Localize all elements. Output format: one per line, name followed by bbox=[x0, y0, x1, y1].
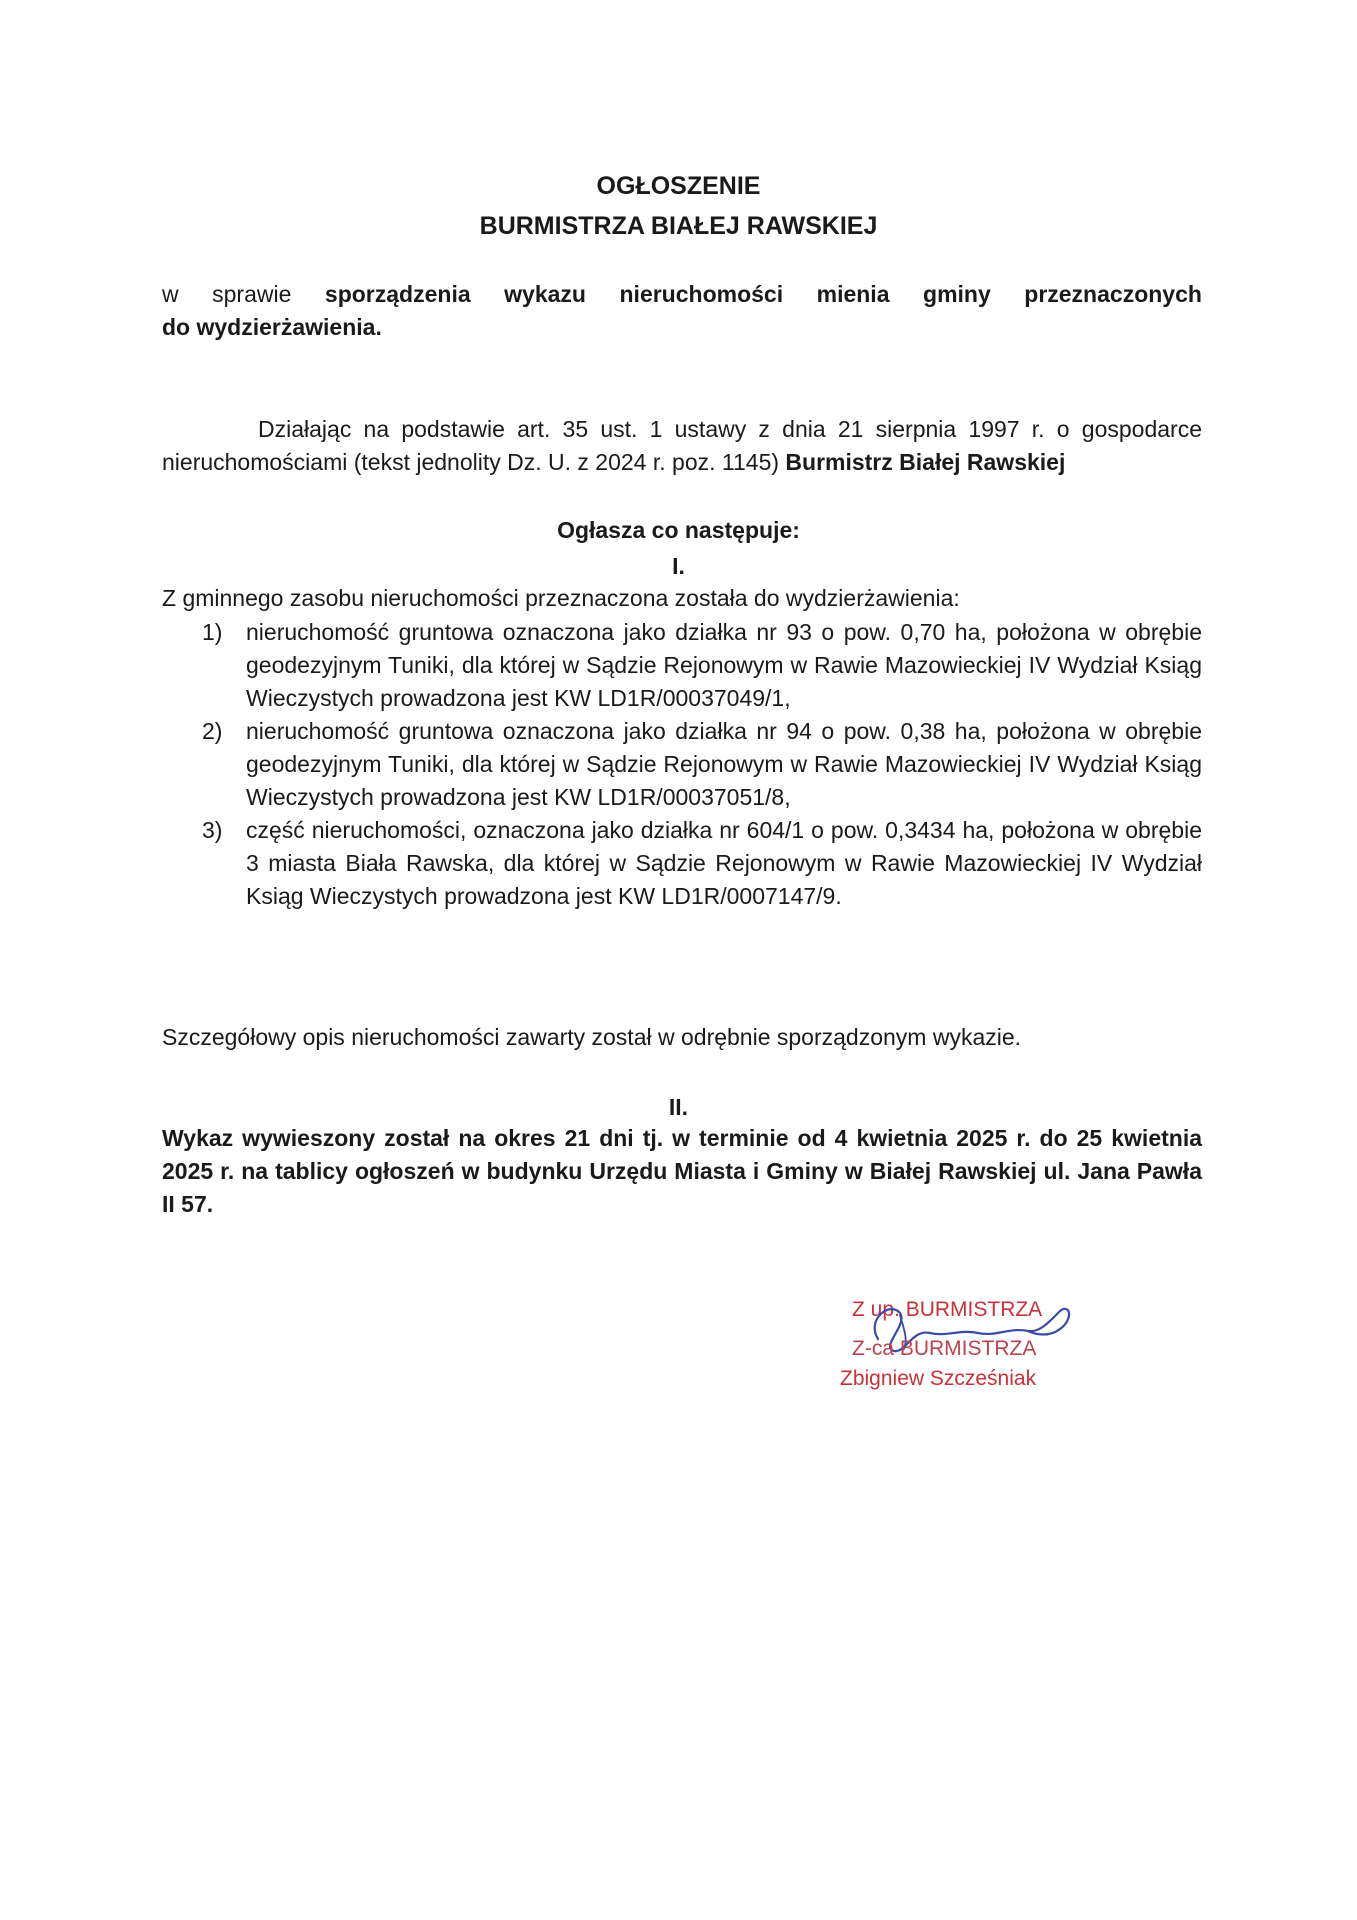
list-item bbox=[162, 715, 1202, 814]
list-item-text: nieruchomość gruntowa oznaczona jako działka nr 93 o pow. 0,70 ha, położona w obrębie geodezyjnym Tuniki, dla której w Sądzie Rejonowym w Rawie Mazowieckiej IV Wydział Ksiąg Wieczystych prowadzona jest KW LD1R/00037049/1, bbox=[246, 619, 1202, 711]
list-item-text: nieruchomość gruntowa oznaczona jako działka nr 94 o pow. 0,38 ha, położona w obrębie geodezyjnym Tuniki, dla której w Sądzie Rejonowym w Rawie Mazowieckiej IV Wydział Ksiąg Wieczystych prowadzona jest KW LD1R/00037051/8, bbox=[246, 718, 1202, 810]
subject-word: sprawie bbox=[212, 281, 292, 307]
property-list bbox=[162, 616, 1202, 913]
subject-line-1 bbox=[162, 278, 1202, 311]
detail-note: Szczegółowy opis nieruchomości zawarty został w odrębnie sporządzonym wykazie. bbox=[162, 1024, 1022, 1050]
subject-paragraph bbox=[162, 278, 1202, 344]
legal-basis-text: Działając na podstawie art. 35 ust. 1 ustawy z dnia 21 sierpnia 1997 r. o gospodarce nieruchomościami (tekst jednolity Dz. U. z 2024 r. poz. 1145) bbox=[162, 416, 1202, 475]
list-item bbox=[162, 814, 1202, 913]
list-item-number: 2) bbox=[202, 718, 223, 744]
list-item bbox=[162, 616, 1202, 715]
announces-heading: Ogłasza co następuje: bbox=[557, 517, 800, 543]
section-2-numeral: II. bbox=[668, 1094, 689, 1120]
subject-bold-word: wykazu bbox=[504, 281, 586, 307]
subject-bold-word: przeznaczonych bbox=[1024, 281, 1202, 307]
legal-basis-paragraph bbox=[162, 413, 1202, 479]
document-issuer: BURMISTRZA BIAŁEJ RAWSKIEJ bbox=[479, 212, 878, 240]
subject-bold-word: sporządzenia bbox=[324, 281, 471, 307]
document-title: OGŁOSZENIE bbox=[596, 172, 761, 200]
subject-bold-word: mienia bbox=[816, 281, 890, 307]
list-item-number: 3) bbox=[202, 817, 223, 843]
exposure-paragraph: Wykaz wywieszony został na okres 21 dni tj. w terminie od 4 kwietnia 2025 r. do 25 kwietnia 2025 r. na tablicy ogłoszeń w budynku Urzędu Miasta i Gminy w Białej Rawskiej ul. Jana Pawła II 57. bbox=[162, 1125, 1202, 1217]
subject-bold-word: nieruchomości bbox=[619, 281, 784, 307]
section-1-numeral: I. bbox=[672, 553, 685, 579]
subject-bold-word: gminy bbox=[923, 281, 991, 307]
legal-basis-authority: Burmistrz Białej Rawskiej bbox=[785, 449, 1066, 475]
section-1-lead: Z gminnego zasobu nieruchomości przeznaczona została do wydzierżawienia: bbox=[162, 585, 960, 611]
stamp-line-2: Z-ca BURMISTRZA bbox=[852, 1337, 1037, 1360]
subject-word: w bbox=[162, 281, 179, 307]
subject-line-2: do wydzierżawienia. bbox=[162, 314, 382, 340]
list-item-text: część nieruchomości, oznaczona jako działka nr 604/1 o pow. 0,3434 ha, położona w obrębie 3 miasta Biała Rawska, dla której w Sądzie Rejonowym w Rawie Mazowieckiej IV Wydział Ksiąg Wieczystych prowadzona jest KW LD1R/0007147/9. bbox=[246, 817, 1202, 909]
stamp-signatory-name: Zbigniew Szcześniak bbox=[840, 1367, 1037, 1390]
stamp-line-1: Z up. BURMISTRZA bbox=[852, 1298, 1043, 1321]
list-item-number: 1) bbox=[202, 619, 223, 645]
